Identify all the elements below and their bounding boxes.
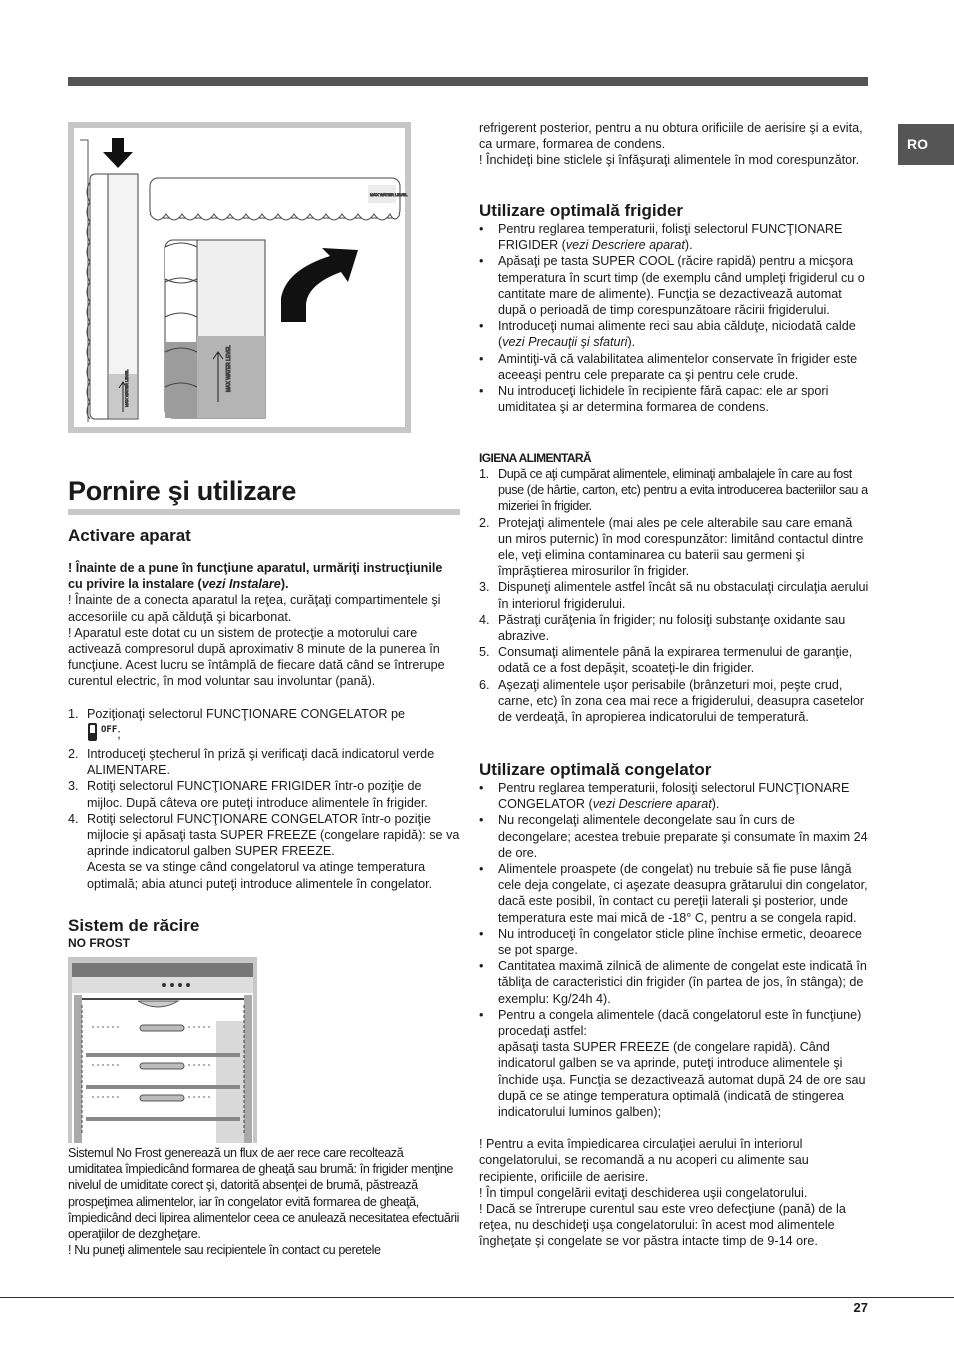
list-item: 1. După ce aţi cumpărat alimentele, eliminaţi ambalajele în care au fost puse (de hârtie, carton, etc) pentru a evita introducerea bacteriilor sau a mizeriei în frigider. xyxy=(479,467,868,514)
list-item: • Pentru reglarea temperaturii, folisţi selectorul FUNCŢIONARE FRIGIDER (vezi Descriere aparat). xyxy=(479,222,843,253)
list-item: 2. Introduceţi ştecherul în priză şi verificaţi dacă indicatorul verde ALIMENTARE. xyxy=(68,747,435,778)
warning-contact: ! Nu puneţi alimentele sau recipientele în contact cu peretele xyxy=(68,1243,381,1258)
list-item: 4. Rotiţi selectorul FUNCŢIONARE CONGELATOR într-o poziţie mijlocie şi apăsaţi tasta SUPER FREEZE (congelare rapidă): se va aprinde indicatorul galben SUPER FREEZE. Acesta se va stinge când congelatorul va atinge temperatura optimală; abia atunci puteţi introduce alimentele în congelator. xyxy=(68,811,460,891)
list-item: 1. Poziţionaţi selectorul FUNCŢIONARE CONGELATOR pe $^{OFF}$; xyxy=(68,706,460,746)
heading-congelator: Utilizare optimală congelator xyxy=(479,760,712,779)
fridge-interior-illustration xyxy=(68,957,257,1143)
title-rule xyxy=(68,509,460,515)
frigider-bullets xyxy=(479,221,869,415)
section-congelator xyxy=(479,760,869,1250)
svg-text:MAX WATER LEVEL: MAX WATER LEVEL xyxy=(370,192,408,197)
list-item: • Nu introduceţi în congelator sticle pline închise ermetic, deoarece se pot sparge. xyxy=(479,926,863,958)
page-title: Pornire şi utilizare xyxy=(68,476,297,506)
heading-frigider: Utilizare optimală frigider xyxy=(479,201,684,220)
intro-text: refrigerent posterior, pentru a nu obtura orificiile de aerisire şi a evita, ca urmare, formarea de condens. xyxy=(479,121,863,152)
section-igiena xyxy=(479,451,869,725)
list-item: 6. Aşezaţi alimentele uşor perisabile (brânzeturi moi, peşte crud, carne, etc) în zona cea mai rece a frigiderului, deasupra casetelor de verdeaţă, în apropierea indicatorului de temperatură. xyxy=(479,677,865,725)
list-item: 3. Dispuneţi alimentele astfel încât să nu obstaculaţi circulaţia aerului în interiorul frigiderului. xyxy=(479,580,869,611)
section-sistem-body xyxy=(68,1145,460,1258)
section-pornire xyxy=(68,475,460,515)
warning-bottles: ! Închideţi bine sticlele şi înfăşuraţi alimentele în mod corespunzător. xyxy=(479,153,860,168)
list-item: • Nu recongelaţi alimentele decongelate sau în curs de decongelare; acestea trebuie preparate şi consumate în maxim 24 de ore. xyxy=(479,813,868,860)
section-activare xyxy=(68,526,460,892)
tray-left xyxy=(87,174,138,419)
heading-sistem: Sistem de răcire xyxy=(68,916,200,935)
svg-text:MAX WATER LEVEL: MAX WATER LEVEL xyxy=(226,345,232,392)
ice-tray-drawing xyxy=(68,122,411,433)
warning-clean: ! Înainte de a conecta aparatul la reţea, curăţaţi compartimentele şi accesoriile cu apă călduţă şi bicarbonat. xyxy=(68,593,441,624)
shelf xyxy=(86,1117,240,1121)
list-item: • Nu introduceţi lichidele în recipiente fără capac: ele ar spori umiditatea şi ar determina formarea de condens. xyxy=(479,384,829,415)
section-sistem xyxy=(68,916,460,951)
footer-rule xyxy=(0,1297,954,1298)
warning-airflow: ! Pentru a evita împiedicarea circulaţiei aerului în interiorul congelatorului, se recomandă a nu acoperi cu alimente sau recipiente, orificiile de aerisire. xyxy=(479,1137,809,1184)
igiena-list xyxy=(479,466,869,725)
list-item: • Apăsaţi pe tasta SUPER COOL (răcire rapidă) pentru a micşora temperatura în scurt timp (de exemplu când umpleţi frigiderul cu o cantitate mare de alimente). Funcţia se dezactivează automat după o perioadă de timp corespunzătoare răcirii frigiderului. xyxy=(479,254,865,318)
svg-text:MAX WATER LEVEL: MAX WATER LEVEL xyxy=(124,369,129,407)
nofrost-description: Sistemul No Frost generează un flux de aer rece care recoltează umiditatea împiedicând formarea de gheaţă sau brumă: în frigider menţine nivelul de umiditate corect şi, datorită absenţei de brumă, păstrează prospeţimea alimentelor, iar în congelator evită formarea de gheaţă, împiedicând deci lipirea alimentelor ceea ce anulează necesitatea efectuării operaţiilor de dezgheţare. xyxy=(68,1146,460,1242)
congelator-bullets xyxy=(479,780,869,1120)
activation-steps xyxy=(68,706,460,892)
list-item: • Amintiţi-vă că valabilitatea alimentelor conservate în frigider este aceeaşi pentru cele preparate ca şi pentru cele crude. xyxy=(479,351,858,382)
list-item: • Pentru reglarea temperaturii, folosiţi selectorul FUNCŢIONARE CONGELATOR (vezi Descriere aparat). xyxy=(479,781,850,812)
warning-install: ! Înainte de a pune în funcţiune aparatul, urmăriţi instrucţiunile cu privire la instalare (vezi Instalare). xyxy=(68,561,443,592)
tray-top xyxy=(150,178,408,220)
list-item: • Alimentele proaspete (de congelat) nu trebuie să fie puse lângă cele deja congelate, ci aşezate deasupra grătarului din congelator, dacă este posibil, în contact cu pereţii laterali şi posterior, unde temperatura este mai mică de -18° C, pentru a se congela rapid. xyxy=(479,862,868,925)
warning-protection: ! Aparatul este dotat cu un sistem de protecţie a motorului care activează compresorul după aproximativ 8 minute de la punerea în funcţiune. Acest lucru se întâmplă de fiecare dată când se întrerupe curentul electric, în mod voluntar sau involuntar (pană). xyxy=(68,625,445,689)
fridge-interior-drawing xyxy=(68,957,257,1143)
page-number: 27 xyxy=(853,1300,868,1315)
ice-tray-illustration xyxy=(68,122,411,433)
section-frigider xyxy=(479,201,869,415)
shelf xyxy=(86,1085,240,1089)
list-item: 4. Păstraţi curăţenia în frigider; nu folosiţi substanţe oxidante sau abrazive. xyxy=(479,612,846,644)
shelf xyxy=(86,1053,240,1057)
header-bar xyxy=(68,77,868,86)
list-item: 5. Consumaţi alimentele până la expirarea termenului de garanţie, odată ce a fost depăşit, scoateţi-le din frigider. xyxy=(479,645,853,676)
section-right-intro xyxy=(479,120,869,169)
list-item: • Cantitatea maximă zilnică de alimente de congelat este indicată în tăbliţa de caracteristici din frigider (în partea de jos, în stânga); de exemplu: Kg/24h 4). xyxy=(479,959,867,1006)
language-tab: RO xyxy=(898,124,954,165)
list-item: • Introduceţi numai alimente reci sau abia călduţe, niciodată calde (vezi Precauţii şi sfaturi). xyxy=(479,319,856,350)
list-item: 3. Rotiţi selectorul FUNCŢIONARE FRIGIDER într-o poziţie de mijloc. După câteva ore puteţi introduce alimentele în frigider. xyxy=(68,779,428,810)
warning-power: ! Dacă se întrerupe curentul sau este vreo defecţiune (pană) de la reţea, nu deschideţi uşa congelatorului: în acest mod alimentele îngheţate şi congelate se vor păstra intacte timp de 9-14 ore. xyxy=(479,1202,846,1249)
heading-activare: Activare aparat xyxy=(68,526,191,545)
off-label: OFF xyxy=(101,724,118,735)
heading-igiena: IGIENA ALIMENTARĂ xyxy=(479,451,592,465)
subheading-nofrost: NO FROST xyxy=(68,936,130,950)
warning-door: ! În timpul congelării evitaţi deschiderea uşii congelatorului. xyxy=(479,1185,808,1200)
tray-bottom xyxy=(165,240,265,418)
list-item: • Pentru a congela alimentele (dacă congelatorul este în funcţiune) procedaţi astfel: apăsaţi tasta SUPER FREEZE (de congelare rapidă). Când indicatorul galben se va aprinde, puteţi introduce alimentele şi închide uşa. Funcţia se dezactivează automat după 24 de ore sau după ce se atinge temperatura optimală (indicată de stingerea indicatorului luminos galben); xyxy=(479,1007,866,1120)
list-item: 2. Protejaţi alimentele (mai ales pe cele alterabile sau care emană un miros puternic) în mod corespunzător: limitând contactul dintre ele, veţi elimina contaminarea cu baterii sau germeni şi împrăştierea mirosurilor în frigider. xyxy=(479,515,864,579)
